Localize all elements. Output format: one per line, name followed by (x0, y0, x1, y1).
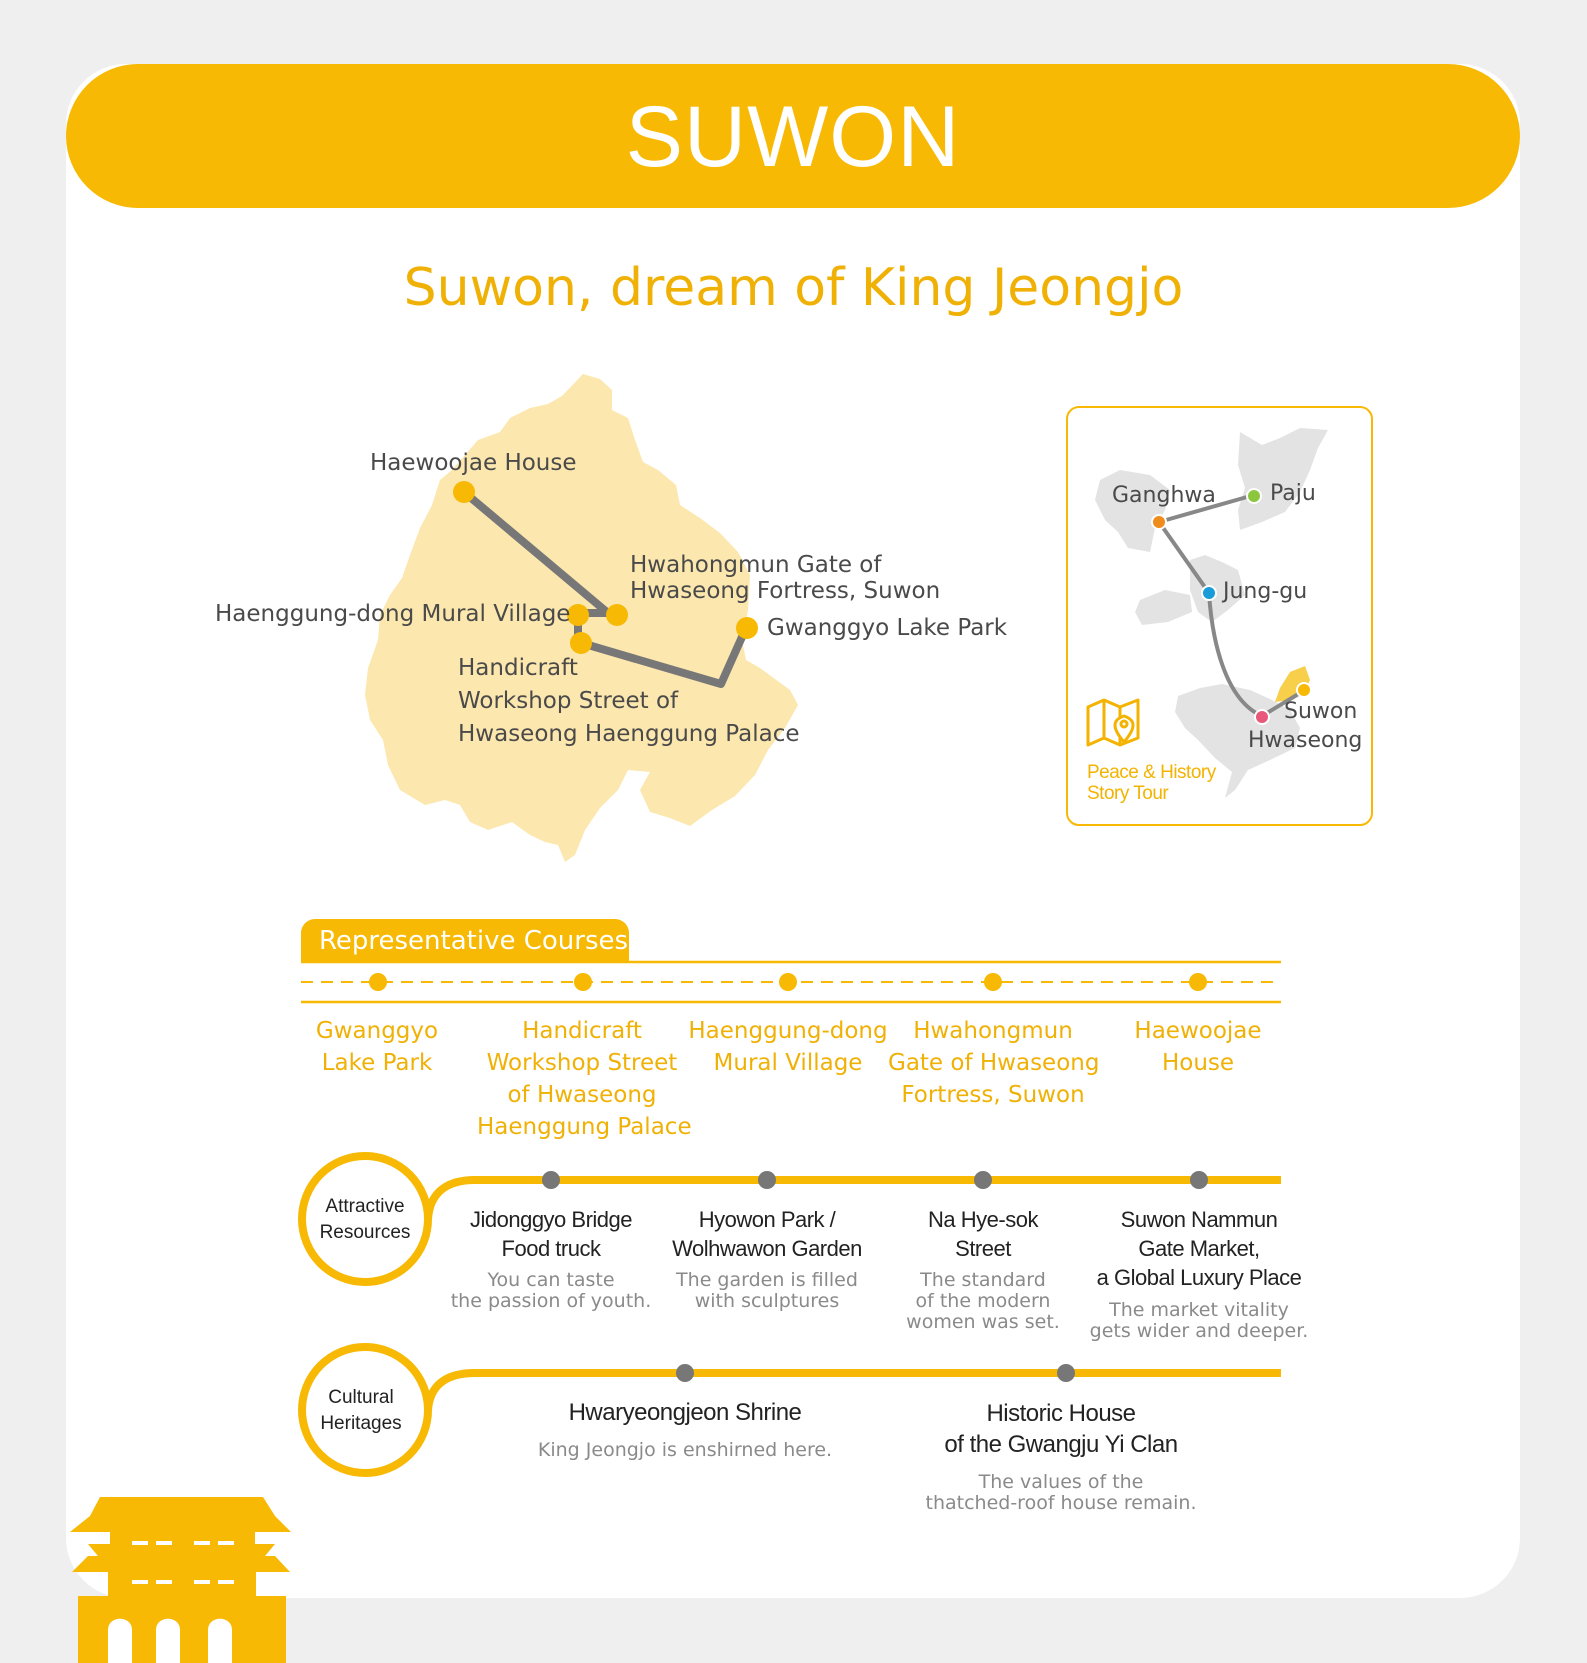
course-stop-3: Haenggung-dong Mural Village (688, 1018, 888, 1076)
map-label-haewoojae: Haewoojae House (370, 450, 577, 476)
inset-label-suwon: Suwon (1284, 699, 1358, 724)
course-stop-2: Handicraft Workshop Street of Hwaseong Haenggung Palace (477, 1018, 692, 1140)
map-label-handicraft: Handicraft Workshop Street of Hwaseong Haenggung Palace (458, 655, 800, 747)
attractive-desc-4: The market vitality gets wider and deeper. (1089, 1299, 1309, 1342)
inset-caption: Peace & History Story Tour (1087, 762, 1216, 804)
map-label-gwanggyo: Gwanggyo Lake Park (767, 615, 1008, 641)
attractive-title-1: Jidonggyo Bridge Food truck (469, 1207, 632, 1261)
inset-label-hwaseong: Hwaseong (1248, 728, 1363, 753)
page-title: SUWON (625, 88, 961, 185)
map-label-mural-village: Haenggung-dong Mural Village (215, 601, 571, 627)
attractive-dot-1 (542, 1171, 560, 1189)
page-subtitle: Suwon, dream of King Jeongjo (403, 258, 1184, 318)
courses-tab: Representative Courses (301, 919, 629, 963)
attractive-desc-3: The standard of the modern women was set. (906, 1269, 1060, 1333)
course-stop-5: Haewoojae House (1134, 1018, 1262, 1076)
cultural-dot-2 (1057, 1364, 1075, 1382)
attractive-dot-4 (1190, 1171, 1208, 1189)
attractive-title-4: Suwon Nammun Gate Market, a Global Luxury Place (1096, 1207, 1302, 1290)
course-dot-5 (1189, 973, 1207, 991)
inset-label-paju: Paju (1270, 481, 1316, 506)
inset-label-junggu: Jung-gu (1223, 579, 1308, 604)
cultural-title-1: Hwaryeongjeon Shrine (568, 1399, 802, 1426)
inset-label-ganghwa: Ganghwa (1112, 483, 1216, 508)
course-dot-1 (369, 973, 387, 991)
attractive-dot-2 (758, 1171, 776, 1189)
course-dot-3 (779, 973, 797, 991)
course-dot-2 (574, 973, 592, 991)
attractive-desc-1: You can taste the passion of youth. (450, 1269, 652, 1312)
cultural-label: Cultural Heritages (320, 1387, 402, 1434)
cultural-desc-1: King Jeongjo is enshirned here. (537, 1439, 833, 1461)
fortress-gate-icon (70, 1497, 291, 1663)
attractive-title-3: Na Hye-sok Street (928, 1207, 1038, 1261)
attractive-dot-3 (974, 1171, 992, 1189)
course-dot-4 (984, 973, 1002, 991)
map-label-hwahongmun: Hwahongmun Gate of Hwaseong Fortress, Suwon (630, 552, 941, 605)
attractive-label: Attractive Resources (319, 1196, 411, 1243)
cultural-dot-1 (676, 1364, 694, 1382)
course-stop-1: Gwanggyo Lake Park (315, 1018, 439, 1076)
cultural-desc-2: The values of the thatched-roof house remain. (925, 1471, 1197, 1514)
cultural-title-2: Historic House of the Gwangju Yi Clan (944, 1400, 1178, 1458)
attractive-title-2: Hyowon Park / Wolhwawon Garden (672, 1207, 862, 1261)
course-stop-4: Hwahongmun Gate of Hwaseong Fortress, Suwon (888, 1018, 1100, 1108)
attractive-desc-2: The garden is filled with sculptures (676, 1269, 858, 1312)
